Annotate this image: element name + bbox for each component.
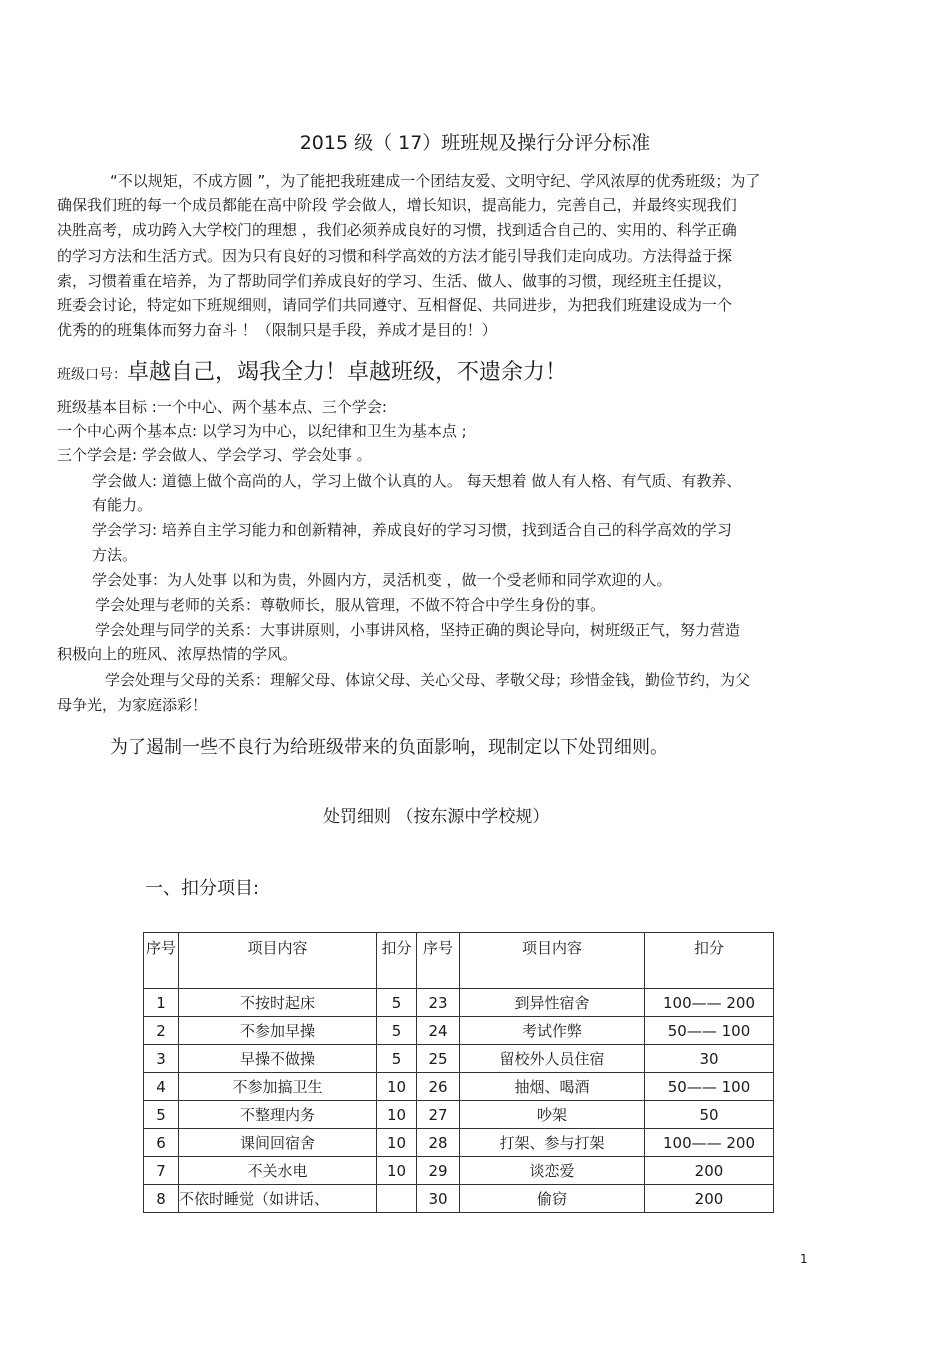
cell-points: 100—— 200 <box>645 989 774 1017</box>
cell-item: 偷窃 <box>460 1185 645 1213</box>
cell-seq: 26 <box>417 1073 460 1101</box>
section-heading: 一、扣分项目: <box>145 878 260 899</box>
header-seq: 序号 <box>144 933 179 989</box>
table-row <box>144 1101 774 1129</box>
cell-item: 不参加早操 <box>179 1017 377 1045</box>
table-row <box>144 1073 774 1101</box>
goals-line-1: 班级基本目标 :一个中心、两个基本点、三个学会: <box>57 398 387 416</box>
cell-item: 早操不做操 <box>179 1045 377 1073</box>
cell-item: 不关水电 <box>179 1157 377 1185</box>
penalty-table <box>143 932 774 1213</box>
cell-seq: 25 <box>417 1045 460 1073</box>
page-title: 2015 级（ 17）班班规及操行分评分标准 <box>299 132 651 154</box>
goals-line-3: 三个学会是: 学会做人、学会学习、学会处事 。 <box>57 446 372 464</box>
table-row <box>144 1185 774 1213</box>
cell-item: 不整理内务 <box>179 1101 377 1129</box>
cell-item: 抽烟、喝酒 <box>460 1073 645 1101</box>
intro-line-5: 索，习惯着重在培养，为了帮助同学们养成良好的学习、生活、做人、做事的习惯，现经班主任提议， <box>57 272 733 290</box>
learn-line-10: 母争光，为家庭添彩！ <box>57 696 208 714</box>
cell-seq: 27 <box>417 1101 460 1129</box>
slogan-label: 班级口号： <box>57 367 127 383</box>
cell-points: 30 <box>645 1045 774 1073</box>
cell-item: 不参加搞卫生 <box>179 1073 377 1101</box>
intro-line-6: 班委会讨论，特定如下班规细则，请同学们共同遵守、互相督促、共同进步，为把我们班建设成为一个 <box>57 296 733 314</box>
header-points: 扣分 <box>377 933 417 989</box>
cell-points <box>377 1185 417 1213</box>
cell-points: 5 <box>377 989 417 1017</box>
cell-item: 打架、参与打架 <box>460 1129 645 1157</box>
intro-line-4: 的学习方法和生活方式。因为只有良好的习惯和科学高效的方法才能引导我们走向成功。方法得益于探 <box>57 247 733 265</box>
cell-seq: 6 <box>144 1129 179 1157</box>
intro-line-1: “不以规矩，不成方圆 ”，为了能把我班建成一个团结友爱、文明守纪、学风浓厚的优秀班级；为了 <box>110 172 761 190</box>
header-seq: 序号 <box>417 933 460 989</box>
cell-points: 200 <box>645 1157 774 1185</box>
penalty-intro: 为了遏制一些不良行为给班级带来的负面影响，现制定以下处罚细则。 <box>110 737 668 758</box>
cell-seq: 5 <box>144 1101 179 1129</box>
cell-item: 不按时起床 <box>179 989 377 1017</box>
learn-line-2: 有能力。 <box>92 496 153 514</box>
table-row <box>144 1017 774 1045</box>
cell-item: 吵架 <box>460 1101 645 1129</box>
cell-points: 50—— 100 <box>645 1073 774 1101</box>
cell-points: 10 <box>377 1101 417 1129</box>
learn-line-1: 学会做人: 道德上做个高尚的人，学习上做个认真的人。 每天想着 做人有人格、有气质、有教养、 <box>92 472 742 490</box>
cell-item: 课间回宿舍 <box>179 1129 377 1157</box>
cell-seq: 23 <box>417 989 460 1017</box>
cell-points: 10 <box>377 1073 417 1101</box>
cell-seq: 7 <box>144 1157 179 1185</box>
intro-line-2: 确保我们班的每一个成员都能在高中阶段 学会做人，增长知识，提高能力，完善自己，并最终实现我们 <box>57 196 737 214</box>
cell-points: 5 <box>377 1017 417 1045</box>
intro-line-7: 优秀的的班集体而努力奋斗 ！（限制只是手段，养成才是目的！） <box>57 321 497 339</box>
learn-line-4: 方法。 <box>92 546 138 564</box>
cell-seq: 8 <box>144 1185 179 1213</box>
cell-points: 50—— 100 <box>645 1017 774 1045</box>
goals-line-2: 一个中心两个基本点: 以学习为中心，以纪律和卫生为基本点 ; <box>57 422 467 440</box>
cell-item: 到异性宿舍 <box>460 989 645 1017</box>
cell-seq: 1 <box>144 989 179 1017</box>
cell-points: 10 <box>377 1129 417 1157</box>
learn-line-5: 学会处事：为人处事 以和为贵，外圆内方，灵活机变 ，做一个受老师和同学欢迎的人。 <box>92 571 672 589</box>
cell-item: 留校外人员住宿 <box>460 1045 645 1073</box>
cell-points: 50 <box>645 1101 774 1129</box>
table-row <box>144 1045 774 1073</box>
table-row <box>144 1157 774 1185</box>
cell-item: 谈恋爱 <box>460 1157 645 1185</box>
cell-seq: 30 <box>417 1185 460 1213</box>
cell-seq: 4 <box>144 1073 179 1101</box>
slogan-text: 卓越自己，竭我全力！卓越班级，不遗余力！ <box>127 360 568 385</box>
cell-points: 10 <box>377 1157 417 1185</box>
learn-line-9: 学会处理与父母的关系：理解父母、体谅父母、关心父母、孝敬父母；珍惜金钱，勤俭节约，为父 <box>105 671 751 689</box>
table-row <box>144 1129 774 1157</box>
cell-item: 考试作弊 <box>460 1017 645 1045</box>
class-slogan <box>57 355 567 386</box>
learn-line-8: 积极向上的班风、浓厚热情的学风。 <box>57 645 298 663</box>
cell-seq: 28 <box>417 1129 460 1157</box>
learn-line-6: 学会处理与老师的关系：尊敬师长，服从管理，不做不符合中学生身份的事。 <box>95 596 606 614</box>
header-item: 项目内容 <box>179 933 377 989</box>
header-item: 项目内容 <box>460 933 645 989</box>
cell-points: 200 <box>645 1185 774 1213</box>
cell-seq: 29 <box>417 1157 460 1185</box>
cell-seq: 24 <box>417 1017 460 1045</box>
cell-points: 100—— 200 <box>645 1129 774 1157</box>
cell-seq: 2 <box>144 1017 179 1045</box>
penalty-title: 处罚细则 （按东源中学校规） <box>323 807 550 827</box>
learn-line-3: 学会学习: 培养自主学习能力和创新精神，养成良好的学习习惯，找到适合自己的科学高效的学习 <box>92 521 732 539</box>
cell-seq: 3 <box>144 1045 179 1073</box>
page-number: 1 <box>800 1252 808 1266</box>
cell-points: 5 <box>377 1045 417 1073</box>
header-points: 扣分 <box>645 933 774 989</box>
intro-line-3: 决胜高考，成功跨入大学校门的理想 ，我们必须养成良好的习惯，找到适合自己的、实用的、科学正确 <box>57 221 737 239</box>
cell-item: 不依时睡觉（如讲话、 <box>179 1185 377 1213</box>
learn-line-7: 学会处理与同学的关系：大事讲原则，小事讲风格，坚持正确的舆论导向，树班级正气，努力营造 <box>95 621 741 639</box>
table-row <box>144 989 774 1017</box>
table-header-row <box>144 933 774 989</box>
